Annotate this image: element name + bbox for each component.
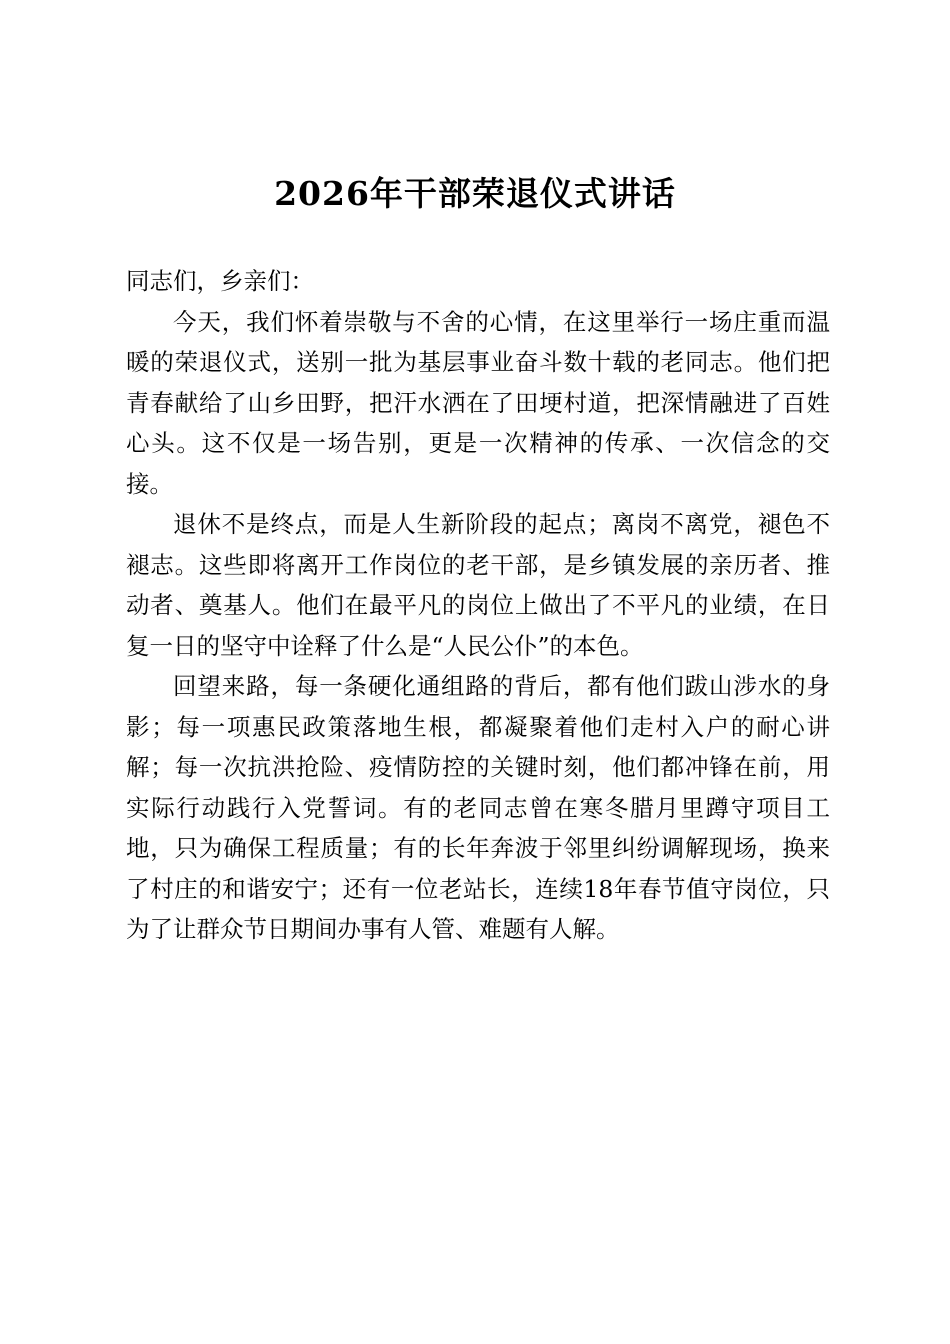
paragraph-2: 退休不是终点，而是人生新阶段的起点；离岗不离党，褪色不褪志。这些即将离开工作岗位的老干部，是乡镇发展的亲历者、推动者、奠基人。他们在最平凡的岗位上做出了不平凡的业绩，在日复一日的坚守中诠释了什么是“人民公仆”的本色。 xyxy=(126,510,830,660)
paragraph-1: 今天，我们怀着崇敬与不舍的心情，在这里举行一场庄重而温暖的荣退仪式，送别一批为基层事业奋斗数十载的老同志。他们把青春献给了山乡田野，把汗水洒在了田埂村道，把深情融进了百姓心头。这不仅是一场告别，更是一次精神的传承、一次信念的交接。 xyxy=(126,307,830,498)
document-title: 2026年干部荣退仪式讲话 xyxy=(274,174,676,213)
greeting: 同志们，乡亲们： xyxy=(126,267,314,295)
paragraph-3: 回望来路，每一条硬化通组路的背后，都有他们跋山涉水的身影；每一项惠民政策落地生根，都凝聚着他们走村入户的耐心讲解；每一次抗洪抢险、疫情防控的关键时刻，他们都冲锋在前，用实际行动践行入党誓词。有的老同志曾在寒冬腊月里蹲守项目工地，只为确保工程质量；有的长年奔波于邻里纠纷调解现场，换来了村庄的和谐安宁；还有一位老站长，连续18年春节值守岗位，只为了让群众节日期间办事有人管、难题有人解。 xyxy=(126,672,830,943)
document-body xyxy=(126,261,830,950)
